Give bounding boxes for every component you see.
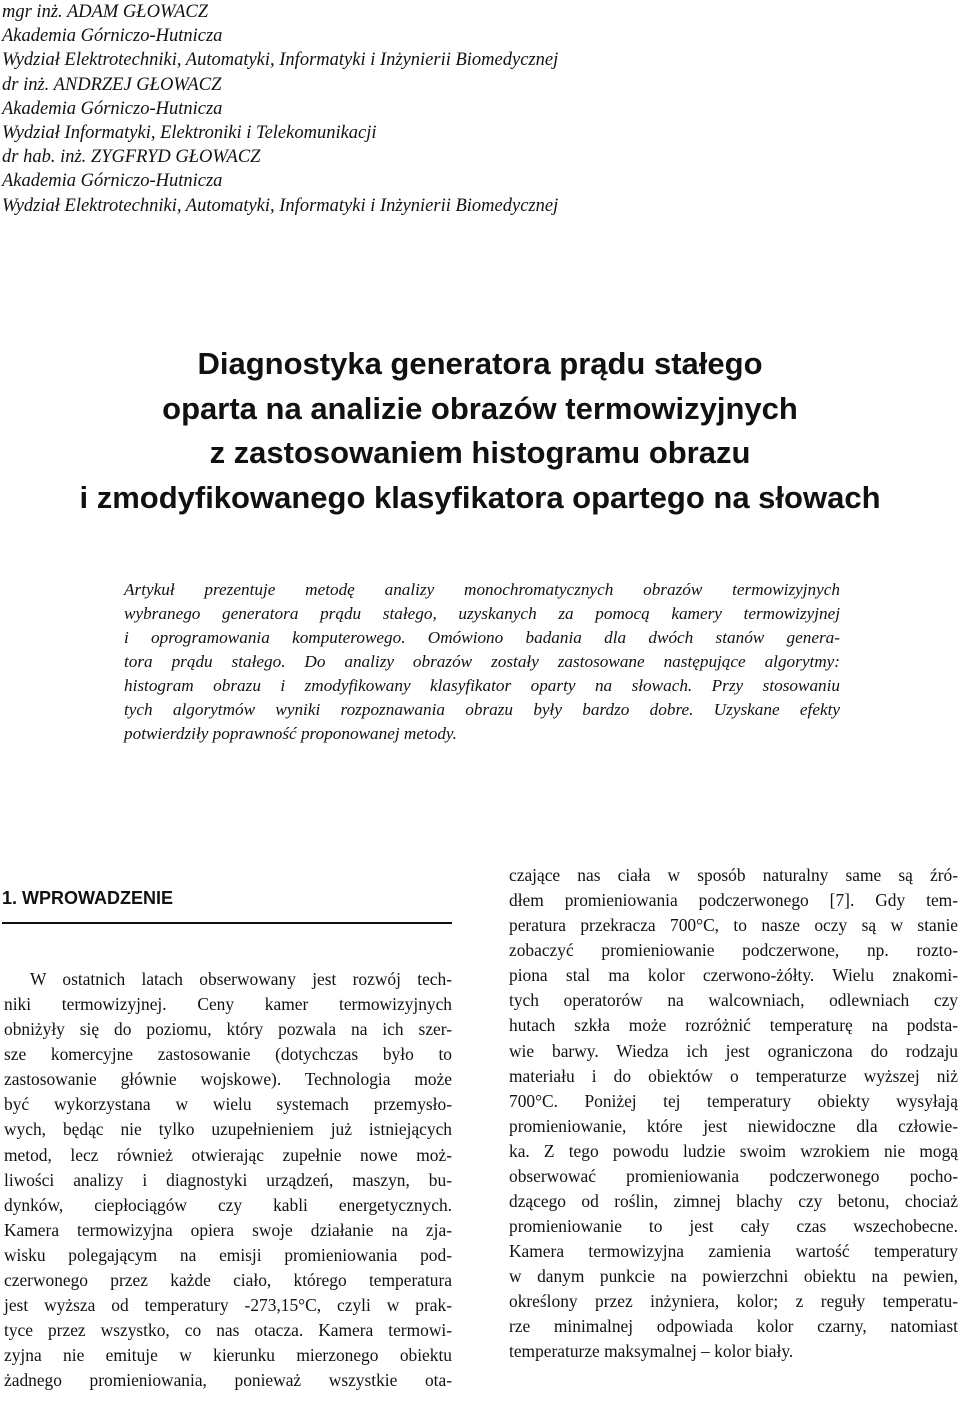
title-line: oparta na analizie obrazów termowizyjnych: [162, 390, 798, 426]
abstract-line: tora prądu stałego. Do analizy obrazów zostały zastosowane następujące algorytmy:: [124, 652, 840, 671]
paragraph-line: w danym punkcie na powierzchni obiektu na pewien,: [509, 1266, 958, 1287]
paragraph-line: być wykorzystana w wielu systemach przemysło-: [4, 1094, 452, 1115]
paragraph-line: ka. Z tego powodu ludzie swoim wzrokiem nie mogą: [509, 1140, 958, 1161]
paragraph-line: zastosowanie głównie wojskowe). Technologia może: [4, 1069, 452, 1090]
paragraph-line: czerwonego przez każde ciało, którego temperatura: [4, 1269, 452, 1290]
paragraph-line: rze minimalnej odpowiada kolor czarny, natomiast: [509, 1316, 958, 1337]
author-line: Wydział Elektrotechniki, Automatyki, Informatyki i Inżynierii Biomedycznej: [2, 195, 559, 216]
author-line: Akademia Górniczo-Hutnicza: [2, 171, 223, 192]
paragraph-line: hutach szkła może rozróżnić temperaturę na podsta-: [509, 1015, 958, 1036]
paragraph-line: zobaczyć promieniowanie podczerwone, np. rozto-: [509, 940, 958, 961]
paragraph-line: Kamera termowizyjna zamienia wartość temperatury: [509, 1241, 958, 1262]
paragraph-line: tych operatorów na walcowniach, odlewniach czy: [509, 990, 958, 1011]
author-affiliations: [2, 0, 558, 218]
author-line: dr inż. ANDRZEJ GŁOWACZ: [2, 74, 222, 95]
abstract-line: potwierdziły poprawność proponowanej metody.: [124, 724, 457, 743]
paragraph-line: obserwować promieniowania podczerwonego pocho-: [509, 1165, 958, 1186]
paragraph-line: tyce przez wszystko, co nas otacza. Kamera termowi-: [4, 1320, 452, 1341]
abstract-line: histogram obrazu i zmodyfikowany klasyfikator oparty na słowach. Przy stosowaniu: [124, 676, 840, 695]
author-line: Akademia Górniczo-Hutnicza: [2, 26, 223, 47]
section-rule: [2, 922, 452, 924]
paragraph-line: temperaturze maksymalnej – kolor biały.: [509, 1341, 794, 1362]
paragraph-line: zyjna nie emituje w kierunku mierzonego obiektu: [4, 1345, 452, 1366]
paragraph-line: metod, lecz również otwierając zupełnie nowe moż-: [4, 1144, 452, 1165]
paper-title: [0, 342, 960, 520]
title-line: i zmodyfikowanego klasyfikatora opartego na słowach: [79, 479, 881, 515]
paragraph-line: peratura przekracza 700°C, to nasze oczy są w stanie: [509, 915, 958, 936]
abstract: [124, 578, 840, 746]
title-line: z zastosowaniem histogramu obrazu: [209, 435, 751, 470]
paragraph-line: W ostatnich latach obserwowany jest rozwój tech-: [30, 969, 452, 989]
abstract-line: i oprogramowania komputerowego. Omówiono badania dla dwóch stanów genera-: [124, 628, 840, 647]
title-line: Diagnostyka generatora prądu stałego: [197, 346, 763, 381]
paragraph-line: wie barwy. Wiedza ich jest ograniczona do rodzaju: [509, 1040, 958, 1061]
author-line: Akademia Górniczo-Hutnicza: [2, 98, 223, 119]
author-line: Wydział Informatyki, Elektroniki i Telekomunikacji: [2, 123, 377, 144]
author-line: dr hab. inż. ZYGFRYD GŁOWACZ: [2, 147, 261, 168]
right-column-text: [509, 863, 958, 1365]
paragraph-line: liwości analizy i diagnostyki urządzeń, maszyn, bu-: [4, 1169, 452, 1190]
paragraph-line: jest wyższa od temperatury -273,15°C, czyli w prak-: [4, 1295, 452, 1316]
paragraph-line: 700°C. Poniżej tej temperatury obiekty wysyłają: [509, 1090, 958, 1111]
paragraph-line: Kamera termowizyjna opiera swoje działanie na zja-: [4, 1219, 452, 1240]
paragraph-line: obniżyły się do poziomu, który pozwala na ich szer-: [4, 1019, 452, 1040]
paragraph-line: określony przez inżyniera, kolor; z reguły temperatu-: [509, 1291, 958, 1312]
paragraph-line: sze komercyjne zastosowanie (dotychczas było to: [4, 1044, 452, 1065]
paragraph-line: dynków, ciepłociągów czy kabli energetycznych.: [4, 1194, 452, 1215]
section-heading: 1. WPROWADZENIE: [2, 888, 174, 908]
paragraph-line: materiału i do obiektów o temperaturze wyższej niż: [509, 1065, 958, 1086]
paragraph-line: niki termowizyjnej. Ceny kamer termowizyjnych: [4, 994, 452, 1015]
paragraph-line: czające nas ciała w sposób naturalny same są źró-: [509, 865, 958, 885]
paragraph-line: promieniowanie, które jest niewidoczne dla człowie-: [509, 1115, 958, 1136]
paragraph-line: piona stal ma kolor czerwono-żółty. Wielu znakomi-: [509, 965, 958, 986]
paragraph-line: żadnego promieniowania, ponieważ wszystkie ota-: [4, 1370, 452, 1391]
left-column-text: [4, 967, 452, 1393]
paragraph-line: wych, będąc nie tylko uzupełnieniem już istniejących: [4, 1119, 452, 1140]
paragraph-line: promieniowanie to jest cały czas wszechobecne.: [509, 1216, 958, 1237]
author-line: Wydział Elektrotechniki, Automatyki, Informatyki i Inżynierii Biomedycznej: [2, 50, 559, 71]
paragraph-line: dzącego od roślin, zimnej blachy czy betonu, chociaż: [509, 1191, 958, 1212]
abstract-line: tych algorytmów wyniki rozpoznawania obrazu były bardzo dobre. Uzyskane efekty: [124, 700, 840, 719]
paragraph-line: dłem promieniowania podczerwonego [7]. Gdy tem-: [509, 890, 958, 911]
abstract-line: Artykuł prezentuje metodę analizy monochromatycznych obrazów termowizyjnych: [124, 580, 840, 599]
paragraph-line: wisku polegającym na emisji promieniowania pod-: [4, 1244, 452, 1265]
author-line: mgr inż. ADAM GŁOWACZ: [2, 2, 208, 22]
abstract-line: wybranego generatora prądu stałego, uzyskanych za pomocą kamery termowizyjnej: [124, 604, 840, 623]
